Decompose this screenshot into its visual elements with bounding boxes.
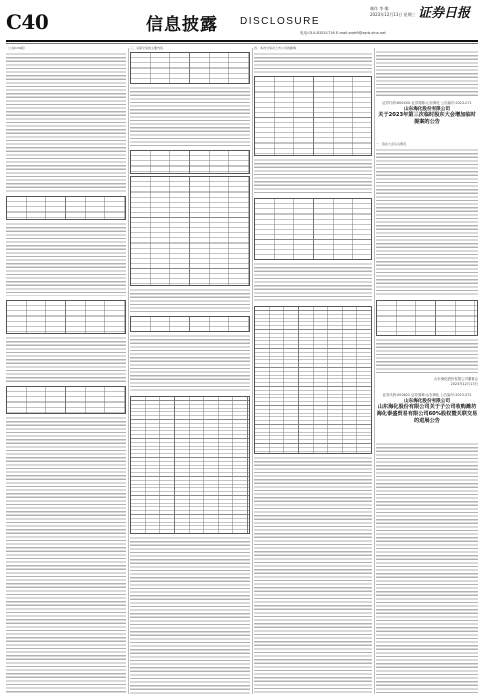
notice-header-extra-proposal [376, 100, 478, 126]
data-table [376, 300, 478, 336]
column-divider [252, 48, 253, 694]
section-title-en: DISCLOSURE [240, 16, 321, 27]
issue-date: 2023年12月13日 星期三 [370, 12, 416, 17]
body-text [254, 262, 372, 302]
body-text [6, 416, 126, 694]
column-divider [128, 48, 129, 694]
body-text [376, 442, 478, 694]
page-number: C40 [6, 10, 49, 34]
body-text [254, 456, 372, 694]
data-table [130, 176, 250, 286]
body-text [254, 158, 372, 194]
body-text [376, 148, 478, 296]
data-table [130, 316, 250, 332]
column-1 [6, 46, 126, 694]
masthead [0, 0, 484, 46]
column-divider [374, 48, 375, 694]
body-text [376, 50, 478, 96]
signature: 山东海化股份有限公司董事会 [433, 377, 478, 381]
editor-line [370, 6, 416, 18]
notice-header-equity-acquisition [376, 392, 478, 425]
editor: 制作 李 娜 [370, 6, 389, 11]
signature-block [376, 376, 478, 386]
body-text [376, 338, 478, 374]
body-text [130, 288, 250, 312]
data-table [6, 300, 126, 334]
signature-date: 2023年12月13日 [450, 382, 478, 386]
section-heading: 一、股东大会有关情况 [376, 142, 407, 146]
body-text [130, 334, 250, 392]
data-table [254, 76, 372, 156]
column-2 [130, 46, 250, 694]
data-table [130, 52, 250, 84]
stock-code-line: 证券代码:600XXX 证券简称:山东海化 公告编号:2023-071 [382, 101, 472, 105]
column-heading: （上接C39版） [6, 46, 27, 50]
body-text [6, 222, 126, 296]
body-text [6, 336, 126, 382]
contact-line: 电话:010-83251716 E-mail:zqrb9@zqrb.sina.net [300, 31, 386, 35]
data-table [6, 386, 126, 414]
body-text [130, 86, 250, 146]
section-title: 信息披露 [146, 15, 218, 35]
newspaper-logo: 证券日报 [418, 6, 471, 21]
masthead-rule [6, 40, 478, 42]
body-text [254, 52, 372, 74]
company-name: 山东海化股份有限公司 [404, 107, 450, 112]
body-text [130, 536, 250, 694]
column-3 [254, 46, 372, 694]
company-name: 山东海化股份有限公司 [404, 399, 450, 404]
data-table [254, 198, 372, 260]
data-table [130, 150, 250, 174]
column-heading: 四、本次交易对上市公司的影响 [254, 46, 297, 50]
masthead-rule-thin [6, 43, 478, 44]
column-heading: 三、关联交易的主要内容 [130, 46, 164, 50]
column-4 [376, 46, 478, 694]
notice-title: 关于2023年第三次临时股东大会增加临时提案的公告 [378, 112, 476, 125]
stock-code-line: 证券代码:000822 证券简称:山东海化 公告编号:2023-072 [382, 393, 472, 397]
data-table [254, 306, 372, 454]
body-text [6, 52, 126, 192]
data-table [130, 396, 250, 534]
data-table [6, 196, 126, 220]
notice-title: 山东海化股份有限公司关于子公司收购潍坊海化泰盛贸易有限公司60%股权暨关联交易的进展公告 [376, 404, 478, 424]
